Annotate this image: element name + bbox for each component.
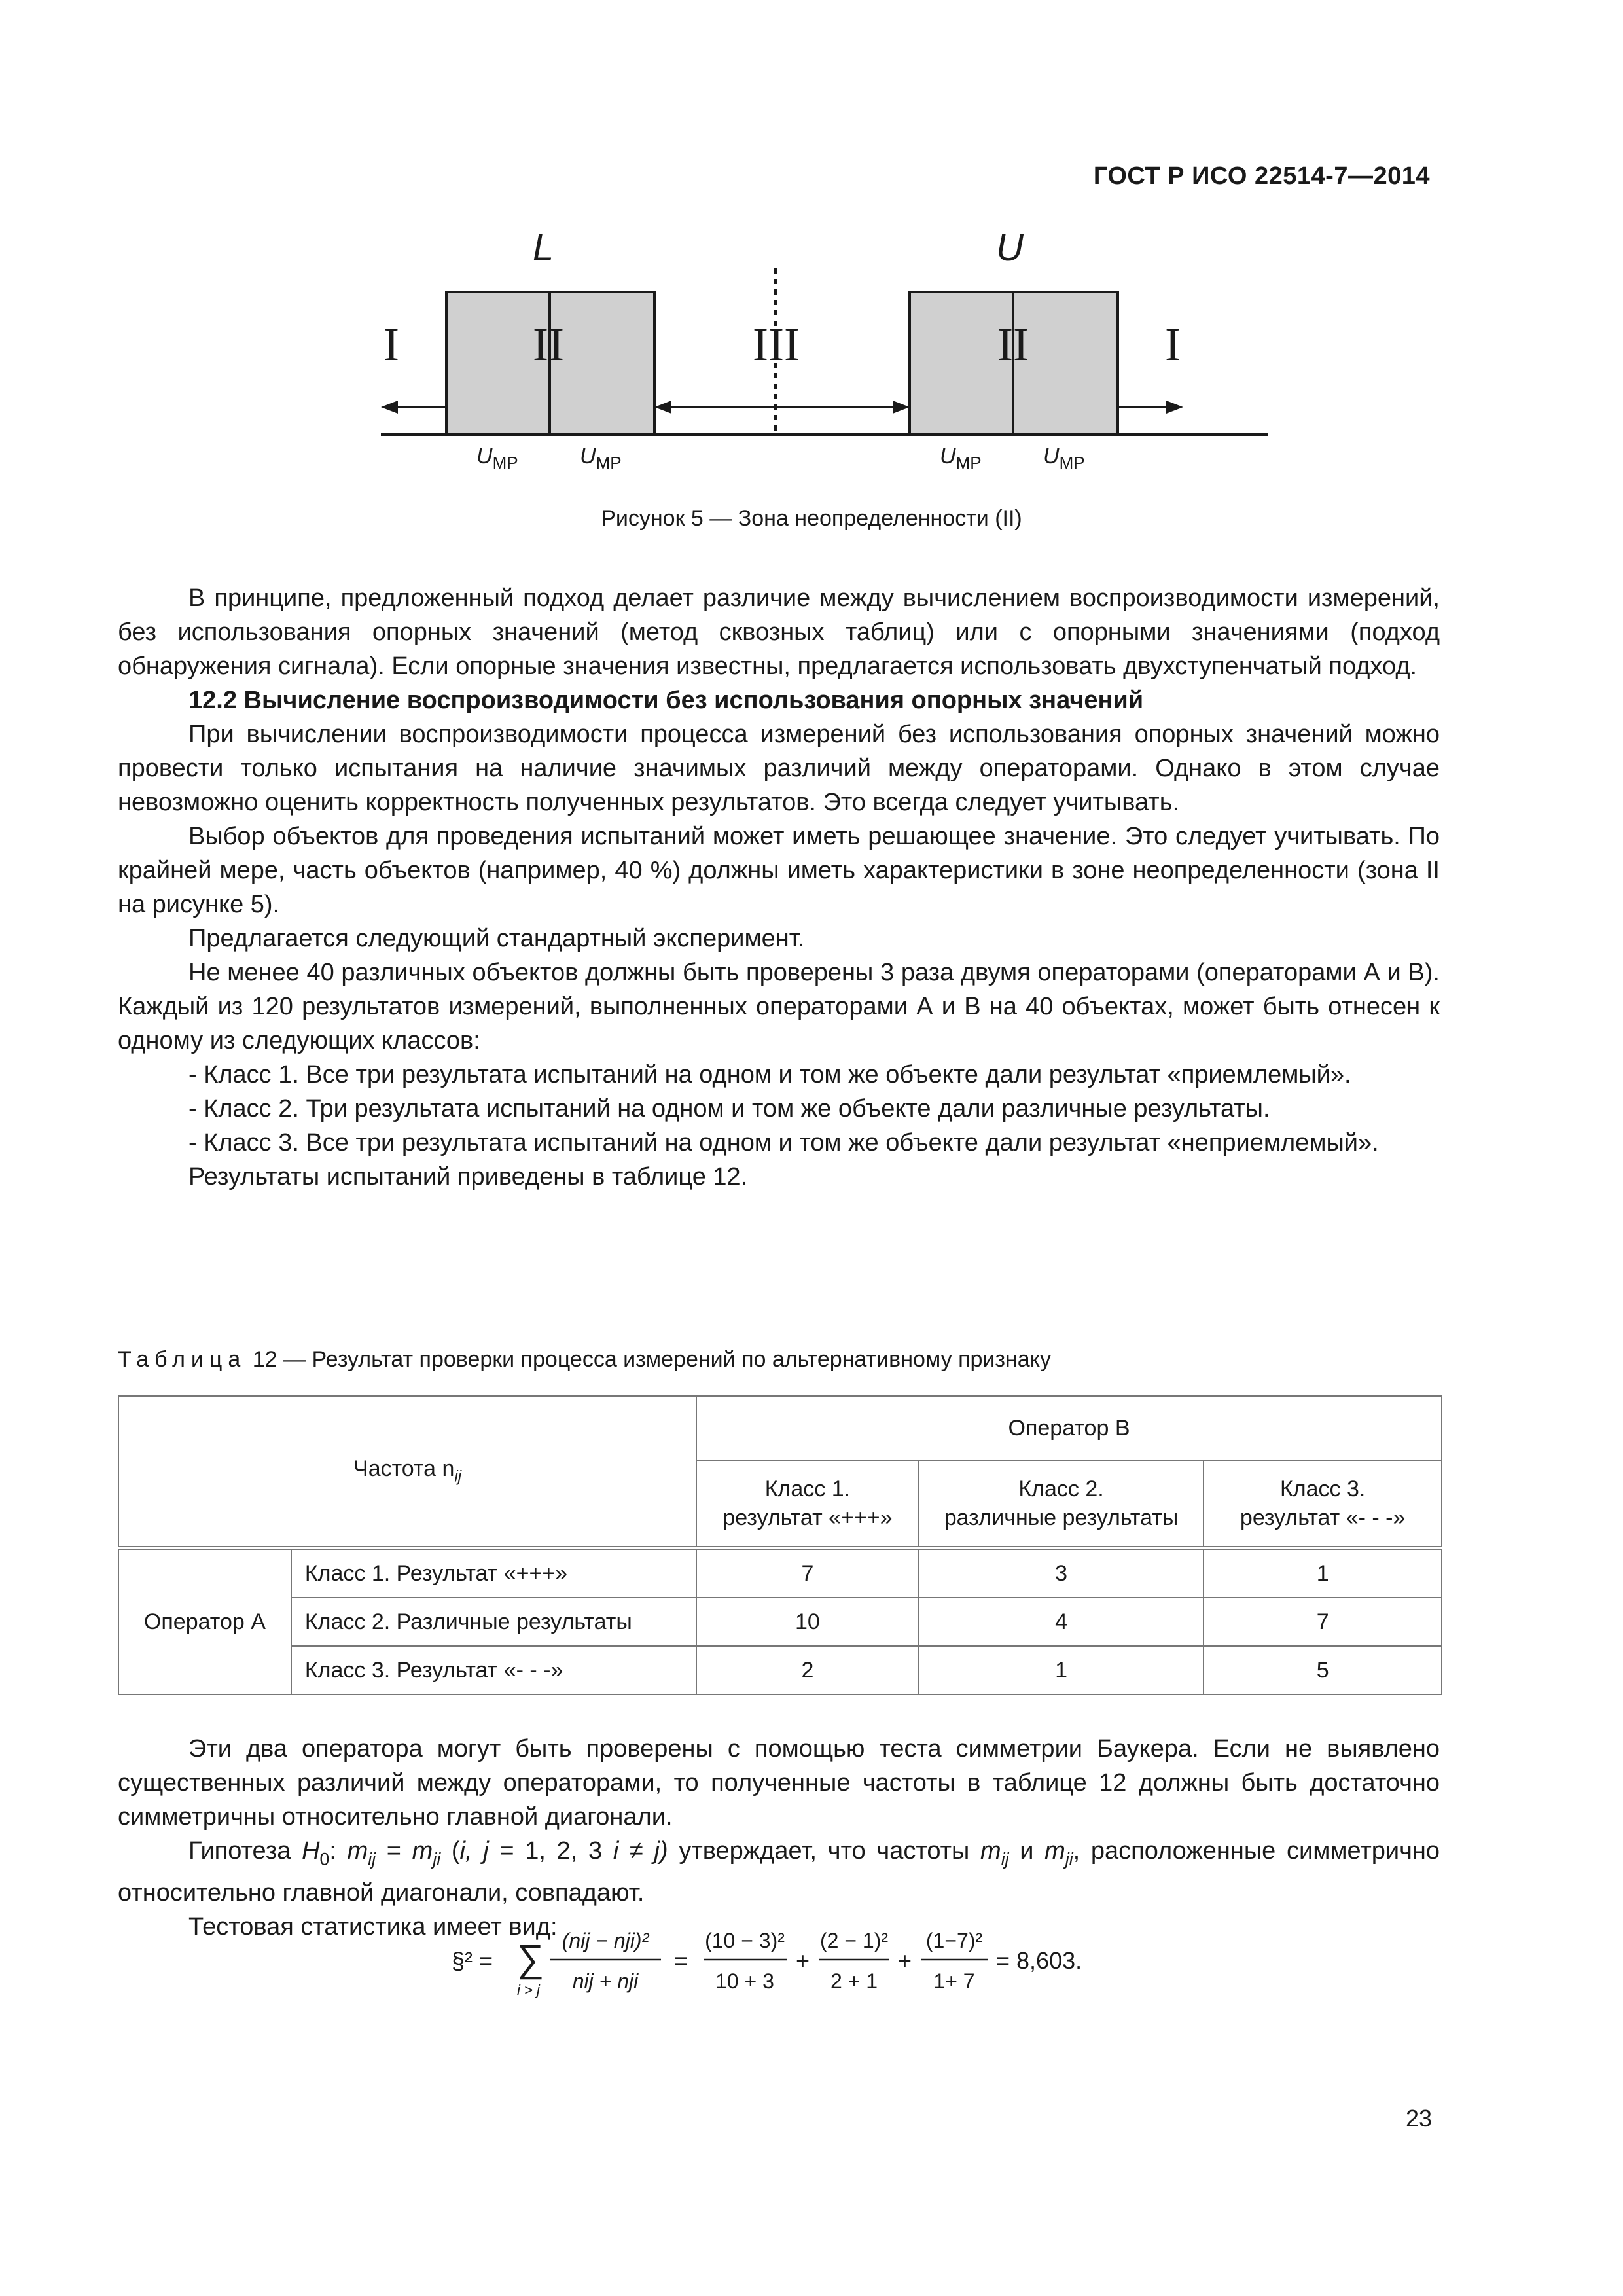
column-header: Класс 2. различные результаты xyxy=(919,1460,1204,1548)
plus-sign: + xyxy=(898,1947,912,1974)
list-item: - Класс 1. Все три результата испытаний на одном и том же объекте дали результат «приемлемый». xyxy=(188,1061,1351,1088)
operator-b-header: Оператор В xyxy=(696,1396,1442,1460)
figure-caption: Рисунок 5 — Зона неопределенности (II) xyxy=(601,506,1022,531)
list-item: - Класс 3. Все три результата испытаний на одном и том же объекте дали результат «неприемлемый». xyxy=(188,1129,1379,1157)
table-cell: 1 xyxy=(919,1646,1204,1695)
document-code: ГОСТ Р ИСО 22514-7—2014 xyxy=(1093,162,1430,190)
arrowhead-middle-right xyxy=(893,401,910,414)
term2-numerator: (2 − 1)² xyxy=(819,1929,889,1952)
term1-denominator: 10 + 3 xyxy=(715,1969,774,1993)
zone-label-i-right: I xyxy=(1165,318,1181,370)
formula-result: = 8,603. xyxy=(996,1947,1082,1974)
equals-sign: = xyxy=(674,1947,688,1974)
paragraph: Эти два оператора могут быть проверены с помощью теста симметрии Баукера. Если не выявлено существенных различий между операторами, то полученные частоты в таблице 12 должны быть достаточно симметричны относительно главной диагонали. xyxy=(118,1735,1440,1831)
page-number: 23 xyxy=(1405,2105,1432,2132)
row-label: Класс 1. Результат «+++» xyxy=(291,1548,696,1598)
table-row xyxy=(118,1598,1442,1646)
table-cell: 5 xyxy=(1204,1646,1442,1695)
paragraph: В принципе, предложенный подход делает различие между вычислением воспроизводимости измерений, без использования опорных значений (метод сквозных таблиц) или с опорными значениями (подход обнаружения сигнала). Если опорные значения известны, предлагается использовать двухступенчатый подход. xyxy=(118,584,1440,680)
paragraph: Не менее 40 различных объектов должны быть проверены 3 раза двумя операторами (операторами А и В). Каждый из 120 результатов измерений, выполненных операторами А и В на 40 объектах, может быть отнесен к одному из следующих классов: xyxy=(118,959,1440,1054)
zone-label-iii: III xyxy=(753,318,800,370)
table-cell: 1 xyxy=(1204,1548,1442,1598)
ump-label-3: $U_{MP}$ xyxy=(940,444,982,473)
paragraph: Тестовая статистика имеет вид: xyxy=(188,1913,558,1941)
table-cell: 4 xyxy=(919,1598,1204,1646)
generic-denominator: nij + nji xyxy=(572,1969,639,1993)
ump-label-1: $U_{MP}$ xyxy=(476,444,518,473)
sum-sign: ∑ xyxy=(517,1937,544,1980)
table-caption-text: 12 — Результат проверки процесса измерений по альтернативному признаку xyxy=(252,1347,1051,1372)
uncertainty-zone-figure xyxy=(366,229,1283,484)
term3-denominator: 1+ 7 xyxy=(933,1969,975,1993)
table-cell: 7 xyxy=(1204,1598,1442,1646)
row-label: Класс 3. Результат «- - -» xyxy=(291,1646,696,1695)
list-item: - Класс 2. Три результата испытаний на одном и том же объекте дали различные результаты. xyxy=(188,1095,1270,1122)
table-row xyxy=(118,1646,1442,1695)
term1-numerator: (10 − 3)² xyxy=(705,1929,785,1952)
table-cell: 10 xyxy=(696,1598,919,1646)
frequency-header: Частота $n_{ij}$ xyxy=(118,1396,696,1548)
zone-label-i-left: I xyxy=(383,318,399,370)
column-header: Класс 1. результат «+++» xyxy=(696,1460,919,1548)
hypothesis-paragraph: Гипотеза $H_0$: $m_{ij} = m_{ji}$ (i, j = 1, 2, 3 i ≠ j) утверждает, что частоты $m_{ij}$ и $m_{ji}$, расположенные симметрично относительно главной диагонали, совпадают. xyxy=(118,1837,1440,1907)
section-heading: 12.2 Вычисление воспроизводимости без использования опорных значений xyxy=(188,687,1144,714)
ump-label-2: $U_{MP}$ xyxy=(580,444,622,473)
arrowhead-left xyxy=(381,401,398,414)
arrowhead-middle-left xyxy=(654,401,671,414)
label-l: L xyxy=(532,229,554,269)
plus-sign: + xyxy=(796,1947,810,1974)
formula-lhs: §² = xyxy=(452,1947,493,1974)
body-section-1 xyxy=(118,581,1440,1194)
column-header: Класс 3. результат «- - -» xyxy=(1204,1460,1442,1548)
table-caption xyxy=(118,1347,1051,1372)
table-caption-word: Таблица xyxy=(118,1347,247,1372)
term3-numerator: (1−7)² xyxy=(925,1929,983,1952)
results-table xyxy=(118,1395,1442,1695)
paragraph: Предлагается следующий стандартный эксперимент. xyxy=(188,925,805,952)
zone-label-ii-left: II xyxy=(533,318,564,370)
test-statistic-formula xyxy=(445,1911,1296,2009)
paragraph: Выбор объектов для проведения испытаний может иметь решающее значение. Это следует учитывать. По крайней мере, часть объектов (например, 40 %) должны иметь характеристики в зоне неопределенности (зона II на рисунке 5). xyxy=(118,823,1440,918)
sum-index: i > j xyxy=(517,1982,540,1998)
table-row xyxy=(118,1548,1442,1598)
arrowhead-right xyxy=(1166,401,1183,414)
table-cell: 2 xyxy=(696,1646,919,1695)
table-cell: 7 xyxy=(696,1548,919,1598)
operator-a-header: Оператор А xyxy=(118,1548,291,1695)
term2-denominator: 2 + 1 xyxy=(830,1969,878,1993)
ump-label-4: $U_{MP}$ xyxy=(1043,444,1085,473)
generic-numerator: (nij − nji)² xyxy=(562,1929,649,1952)
paragraph: Результаты испытаний приведены в таблице 12. xyxy=(188,1163,748,1191)
row-label: Класс 2. Различные результаты xyxy=(291,1598,696,1646)
zone-label-ii-right: II xyxy=(997,318,1029,370)
paragraph: При вычислении воспроизводимости процесса измерений без использования опорных значений можно провести только испытания на наличие значимых различий между операторами. Однако в этом случае невозможно оценить корректность полученных результатов. Это всегда следует учитывать. xyxy=(118,721,1440,816)
label-u: U xyxy=(996,229,1024,269)
table-cell: 3 xyxy=(919,1548,1204,1598)
